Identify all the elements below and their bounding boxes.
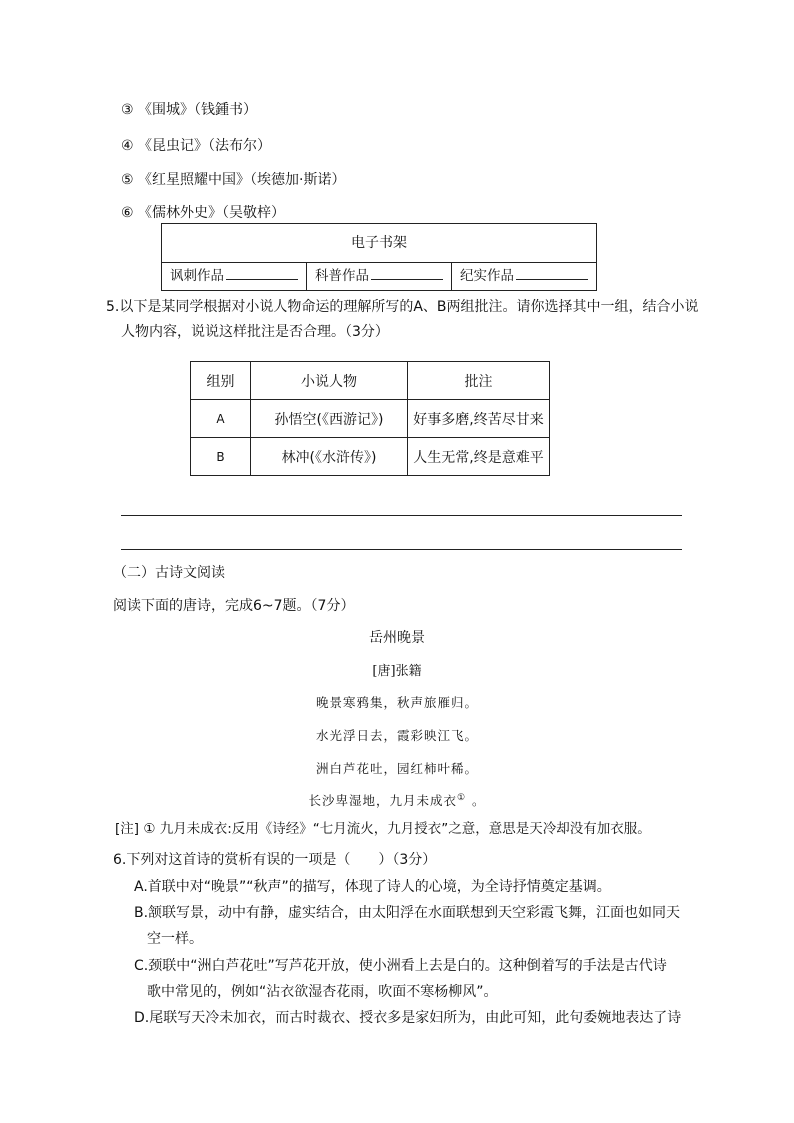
table-row	[191, 438, 550, 476]
answer-blank[interactable]	[516, 267, 588, 280]
question-5-line-1: 5.以下是某同学根据对小说人物命运的理解所写的A、B两组批注。请你选择其中一组，结合小说	[106, 299, 699, 315]
option-d: D.尾联写天冷未加衣，而古时裁衣、授衣多是家妇所为，由此可知，此句委婉地表达了诗	[134, 1010, 682, 1026]
bookshelf-cell-satire	[162, 262, 307, 290]
bookshelf-row	[162, 262, 596, 290]
bookshelf-title: 电子书架	[162, 224, 596, 263]
option-b: B.颔联写景，动中有静，虚实结合，由太阳浮在水面联想到天空彩霞飞舞，江面也如同天	[134, 905, 681, 921]
table-header-row	[191, 362, 550, 400]
table-cell: 好事多磨,终苦尽甘来	[408, 400, 550, 438]
poem-title: 岳州晚景	[369, 630, 425, 646]
table-header: 组别	[191, 362, 251, 400]
bookshelf-cell-science	[307, 262, 452, 290]
table-row	[191, 400, 550, 438]
table-cell: 林冲(《水浒传》)	[251, 438, 408, 476]
table-cell: 孙悟空(《西游记》)	[251, 400, 408, 438]
bookshelf-box	[161, 223, 597, 291]
list-item-5: ⑤ 《红星照耀中国》（埃德加·斯诺）	[121, 172, 346, 188]
bookshelf-cell-label: 纪实作品	[460, 268, 514, 284]
table-cell: 人生无常,终是意难平	[408, 438, 550, 476]
bookshelf-cell-label: 科普作品	[315, 268, 369, 284]
poem-line-2: 水光浮日去，霞彩映江飞。	[315, 728, 478, 743]
section-title: （二）古诗文阅读	[113, 565, 225, 581]
poem-line-1: 晚景寒鸦集，秋声旅雁归。	[315, 695, 478, 710]
poem-note: [注] ① 九月未成衣:反用《诗经》“七月流火，九月授衣”之意，意思是天冷却没有加衣服。	[115, 821, 651, 837]
table-header: 小说人物	[251, 362, 408, 400]
option-c: C.颈联中“洲白芦花吐”写芦花开放，使小洲看上去是白的。这种倒着写的手法是古代诗	[134, 958, 667, 974]
option-a: A.首联中对“晚景”“秋声”的描写，体现了诗人的心境，为全诗抒情奠定基调。	[134, 879, 611, 895]
table-header: 批注	[408, 362, 550, 400]
annotation-table	[190, 361, 550, 476]
table-cell: B	[191, 438, 251, 476]
footnote-mark: ①	[456, 792, 467, 803]
question-6-stem: 6.下列对这首诗的赏析有误的一项是（ ）（3分）	[113, 852, 437, 868]
bookshelf-cell-documentary	[452, 262, 596, 290]
answer-blank[interactable]	[371, 267, 443, 280]
option-c-cont: 歌中常见的，例如“沾衣欲湿杏花雨，吹面不寒杨柳风”。	[147, 984, 498, 1000]
list-item-3: ③ 《围城》（钱鍾书）	[121, 102, 258, 118]
answer-line[interactable]	[121, 549, 682, 550]
table-cell: A	[191, 400, 251, 438]
answer-line[interactable]	[121, 515, 682, 516]
reading-instruction: 阅读下面的唐诗，完成6~7题。（7分）	[113, 598, 355, 614]
answer-blank[interactable]	[226, 267, 298, 280]
question-5-line-2: 人物内容，说说这样批注是否合理。（3分）	[121, 324, 389, 340]
option-b-cont: 空一样。	[147, 931, 203, 947]
poem-line-4	[0, 791, 794, 809]
poem-author: [唐]张籍	[372, 664, 422, 679]
poem-line-4-text: 长沙卑湿地，九月未成衣	[308, 793, 457, 808]
list-item-6: ⑥ 《儒林外史》（吴敬梓）	[121, 205, 286, 221]
poem-line-3: 洲白芦花吐，园红柿叶稀。	[315, 761, 478, 776]
bookshelf-cell-label: 讽刺作品	[170, 268, 224, 284]
list-item-4: ④ 《昆虫记》（法布尔）	[121, 138, 272, 154]
poem-end-mark: 。	[472, 793, 486, 808]
